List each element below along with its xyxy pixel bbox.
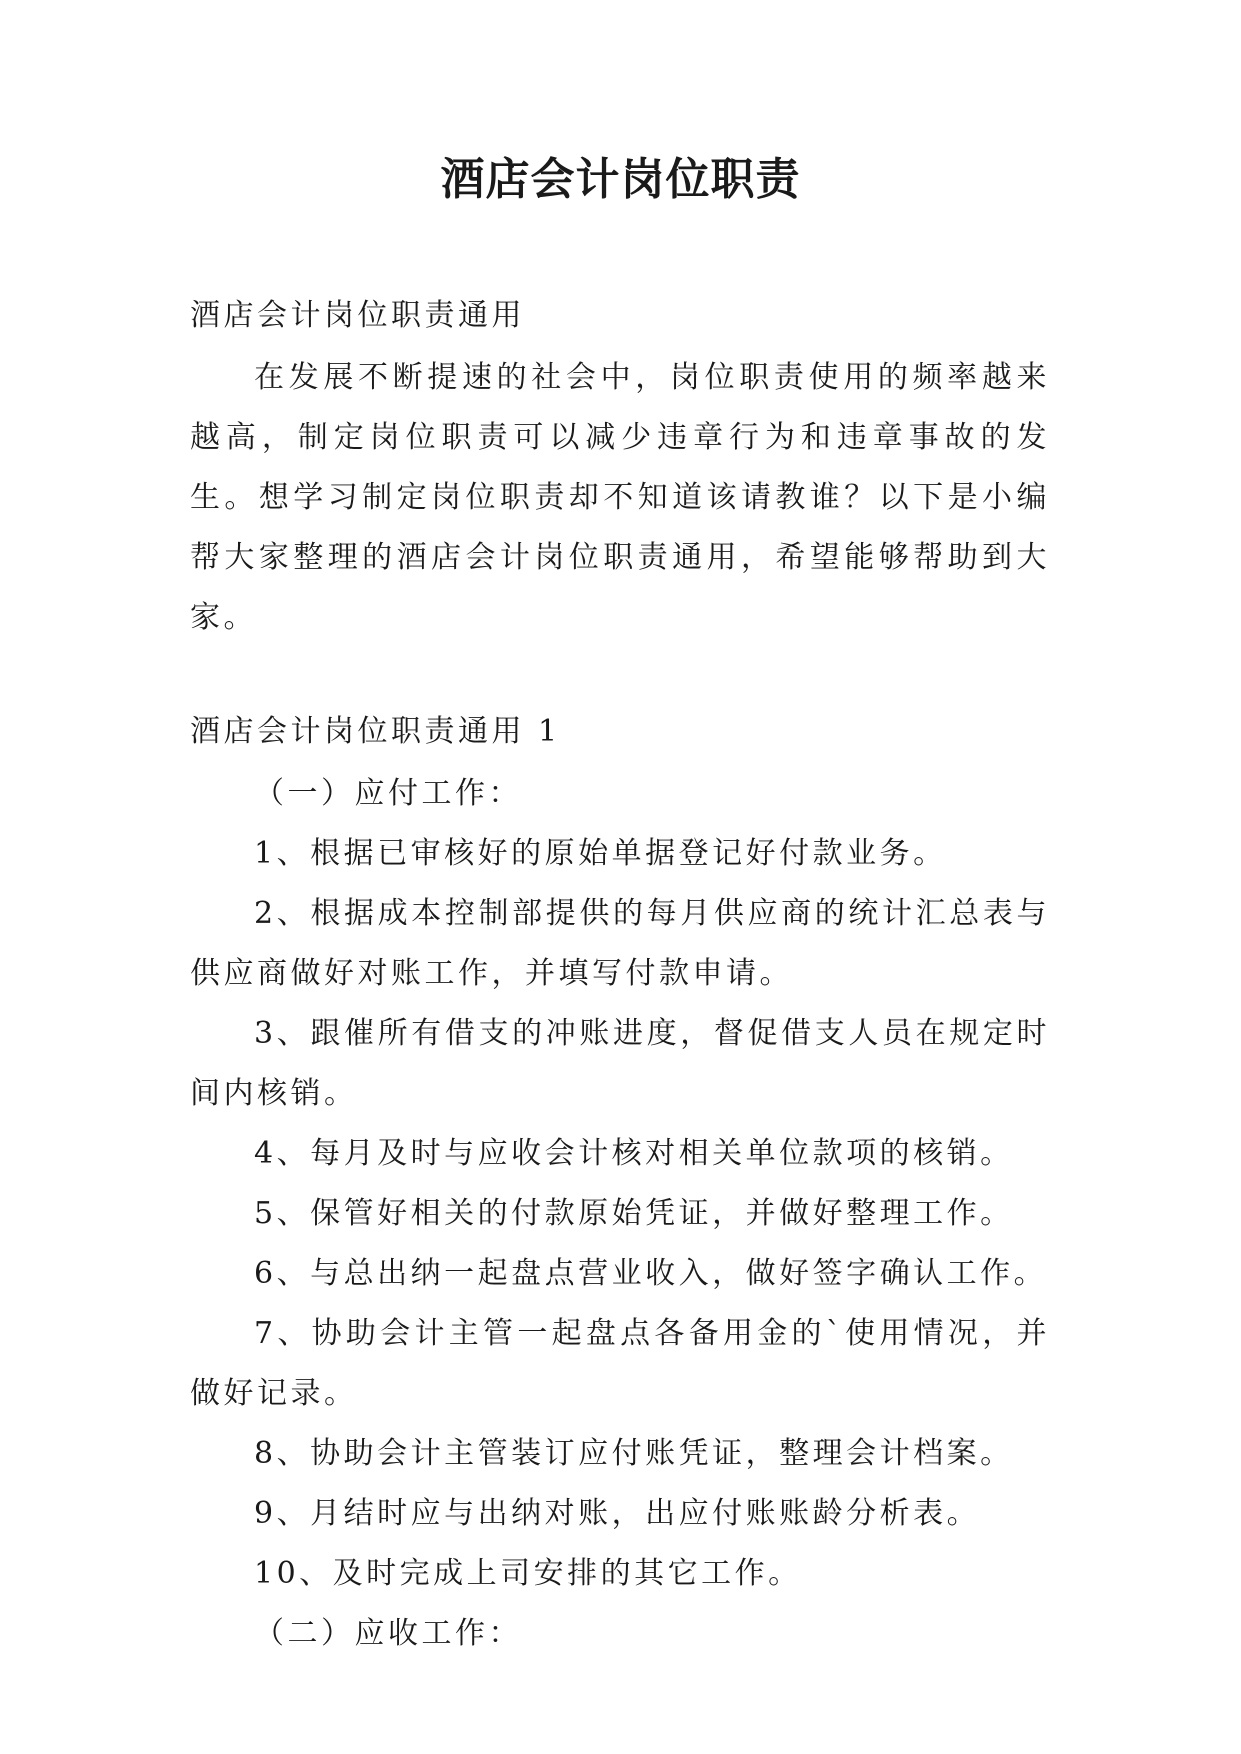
payable-item-1: 1、根据已审核好的原始单据登记好付款业务。 [254,836,947,871]
payable-item-9: 9、月结时应与出纳对账，出应付账账龄分析表。 [254,1496,981,1531]
document-body [190,290,1050,1664]
payable-item-2: 2、根据成本控制部提供的每月供应商的统计汇总表与供应商做好对账工作，并填写付款申请。 [190,896,1050,991]
intro-heading: 酒店会计岗位职责通用 [190,298,525,333]
receivable-heading: （二）应收工作： [254,1616,522,1651]
payable-item-3: 3、跟催所有借支的冲账进度，督促借支人员在规定时间内核销。 [190,1016,1050,1111]
intro-paragraph: 在发展不断提速的社会中，岗位职责使用的频率越来越高，制定岗位职责可以减少违章行为和违章事故的发生。想学习制定岗位职责却不知道该请教谁？以下是小编帮大家整理的酒店会计岗位职责通用，希望能够帮助到大家。 [190,360,1050,635]
payable-heading: （一）应付工作： [254,776,522,811]
payable-item-7: 7、协助会计主管一起盘点各备用金的`使用情况，并做好记录。 [190,1316,1050,1411]
payable-item-5: 5、保管好相关的付款原始凭证，并做好整理工作。 [254,1196,1014,1231]
payable-item-4: 4、每月及时与应收会计核对相关单位款项的核销。 [254,1136,1014,1171]
payable-item-6: 6、与总出纳一起盘点营业收入，做好签字确认工作。 [254,1256,1048,1291]
section1-heading: 酒店会计岗位职责通用 1 [190,714,561,749]
document-title: 酒店会计岗位职责 [440,154,801,205]
payable-item-8: 8、协助会计主管装订应付账凭证，整理会计档案。 [254,1436,1014,1471]
payable-item-10: 10、及时完成上司安排的其它工作。 [254,1556,802,1591]
